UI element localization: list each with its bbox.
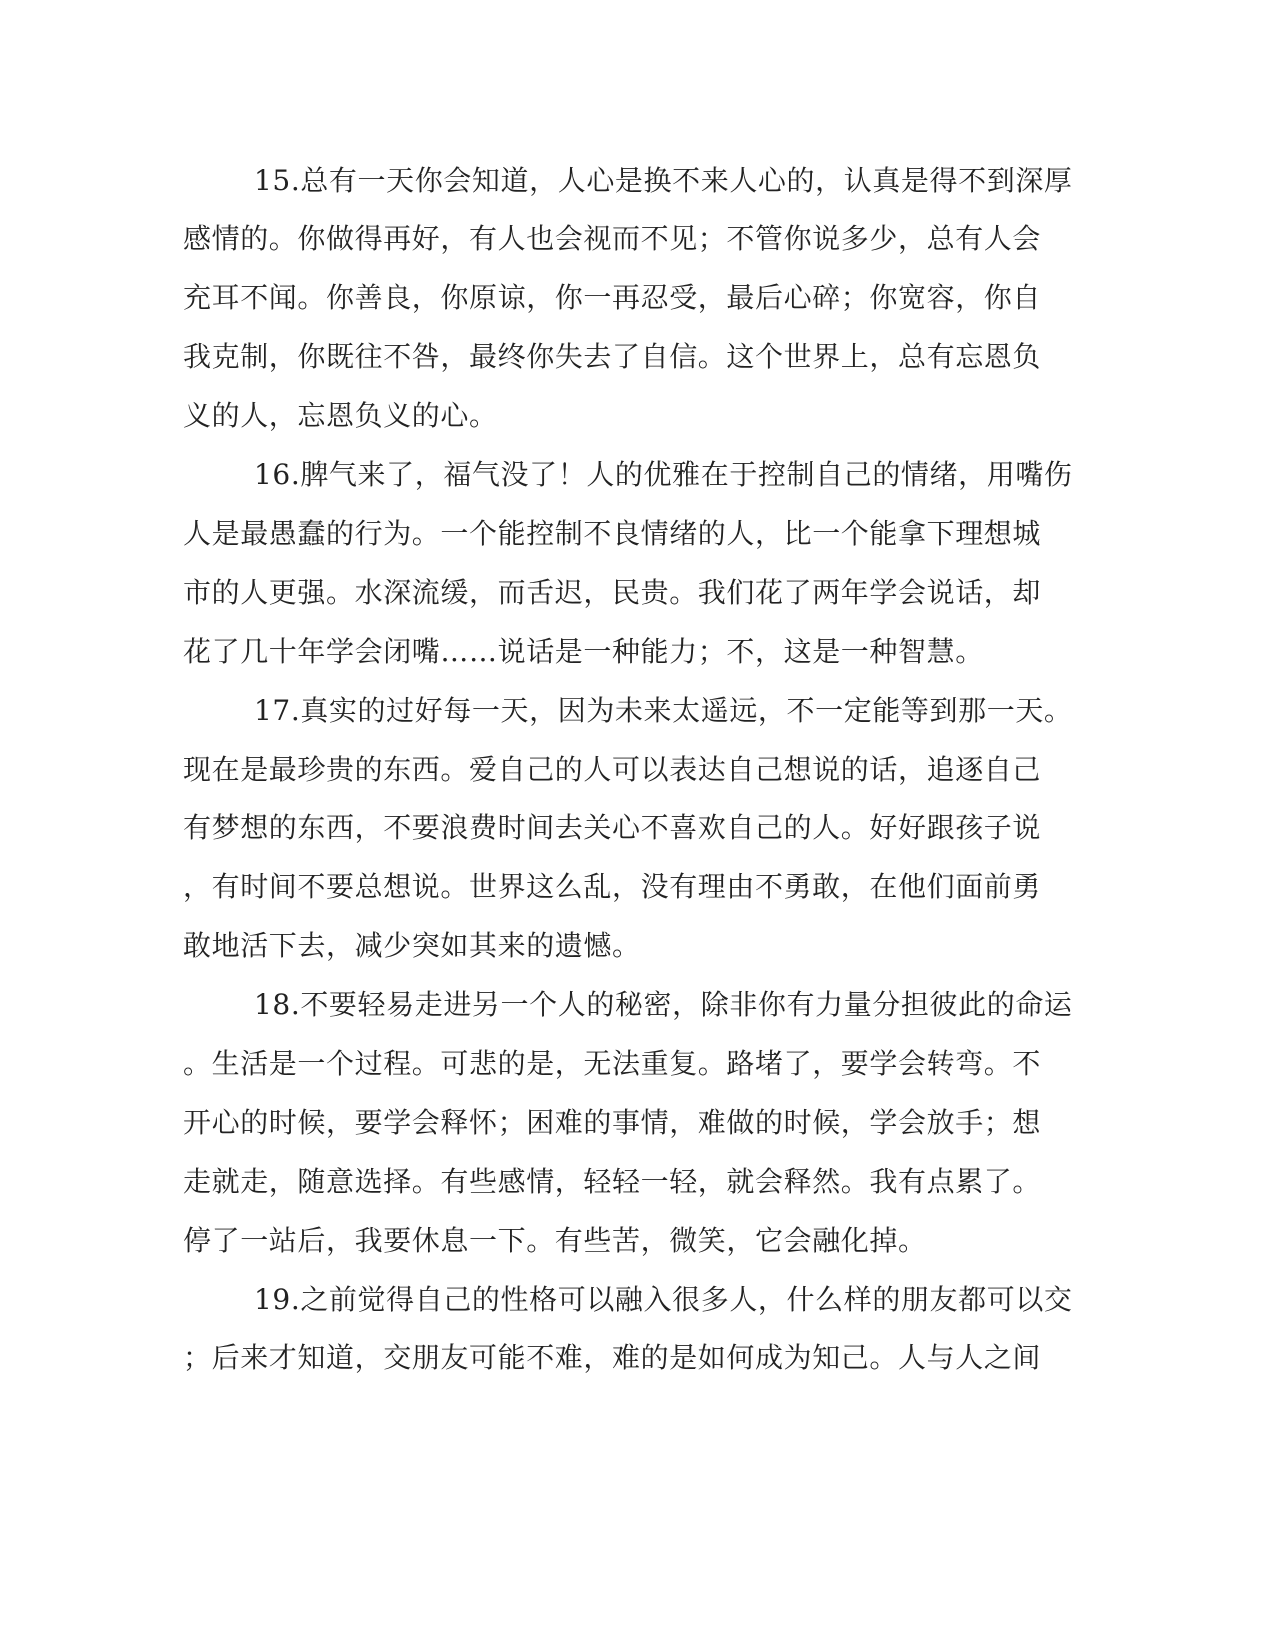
paragraph-19-line-1: 19.之前觉得自己的性格可以融入很多人，什么样的朋友都可以交 xyxy=(254,1283,1073,1316)
paragraph-18-line-4: 走就走，随意选择。有些感情，轻轻一轻，就会释然。我有点累了。 xyxy=(183,1165,1042,1198)
paragraph-18-line-2: 。生活是一个过程。可悲的是，无法重复。路堵了，要学会转弯。不 xyxy=(183,1047,1042,1080)
paragraph-17-line-2: 现在是最珍贵的东西。爱自己的人可以表达自己想说的话，追逐自己 xyxy=(183,753,1042,786)
paragraph-17-line-3: 有梦想的东西，不要浪费时间去关心不喜欢自己的人。好好跟孩子说 xyxy=(183,811,1042,844)
paragraph-15-line-5: 义的人，忘恩负义的心。 xyxy=(183,399,498,432)
paragraph-15-line-1: 15.总有一天你会知道，人心是换不来人心的，认真是得不到深厚 xyxy=(254,164,1073,197)
paragraph-18-line-1: 18.不要轻易走进另一个人的秘密，除非你有力量分担彼此的命运 xyxy=(254,988,1073,1021)
paragraph-15-line-4: 我克制，你既往不咎，最终你失去了自信。这个世界上，总有忘恩负 xyxy=(183,340,1042,373)
paragraph-16-line-4: 花了几十年学会闭嘴……说话是一种能力；不，这是一种智慧。 xyxy=(183,635,984,668)
paragraph-18-line-3: 开心的时候，要学会释怀；困难的事情，难做的时候，学会放手；想 xyxy=(183,1106,1042,1139)
paragraph-16-line-2: 人是最愚蠢的行为。一个能控制不良情绪的人，比一个能拿下理想城 xyxy=(183,517,1042,550)
paragraph-18-line-5: 停了一站后，我要休息一下。有些苦，微笑，它会融化掉。 xyxy=(183,1224,927,1257)
paragraph-17-line-5: 敢地活下去，减少突如其来的遗憾。 xyxy=(183,929,641,962)
paragraph-16-line-3: 市的人更强。水深流缓，而舌迟，民贵。我们花了两年学会说话，却 xyxy=(183,576,1042,609)
paragraph-15-line-3: 充耳不闻。你善良，你原谅，你一再忍受，最后心碎；你宽容，你自 xyxy=(183,281,1042,314)
paragraph-19-line-2: ；后来才知道，交朋友可能不难，难的是如何成为知己。人与人之间 xyxy=(183,1341,1042,1374)
paragraph-15-line-2: 感情的。你做得再好，有人也会视而不见；不管你说多少，总有人会 xyxy=(183,222,1042,255)
paragraph-17-line-1: 17.真实的过好每一天，因为未来太遥远，不一定能等到那一天。 xyxy=(254,694,1073,727)
paragraph-17-line-4: ，有时间不要总想说。世界这么乱，没有理由不勇敢，在他们面前勇 xyxy=(183,870,1042,903)
paragraph-16-line-1: 16.脾气来了，福气没了！人的优雅在于控制自己的情绪，用嘴伤 xyxy=(254,458,1073,491)
